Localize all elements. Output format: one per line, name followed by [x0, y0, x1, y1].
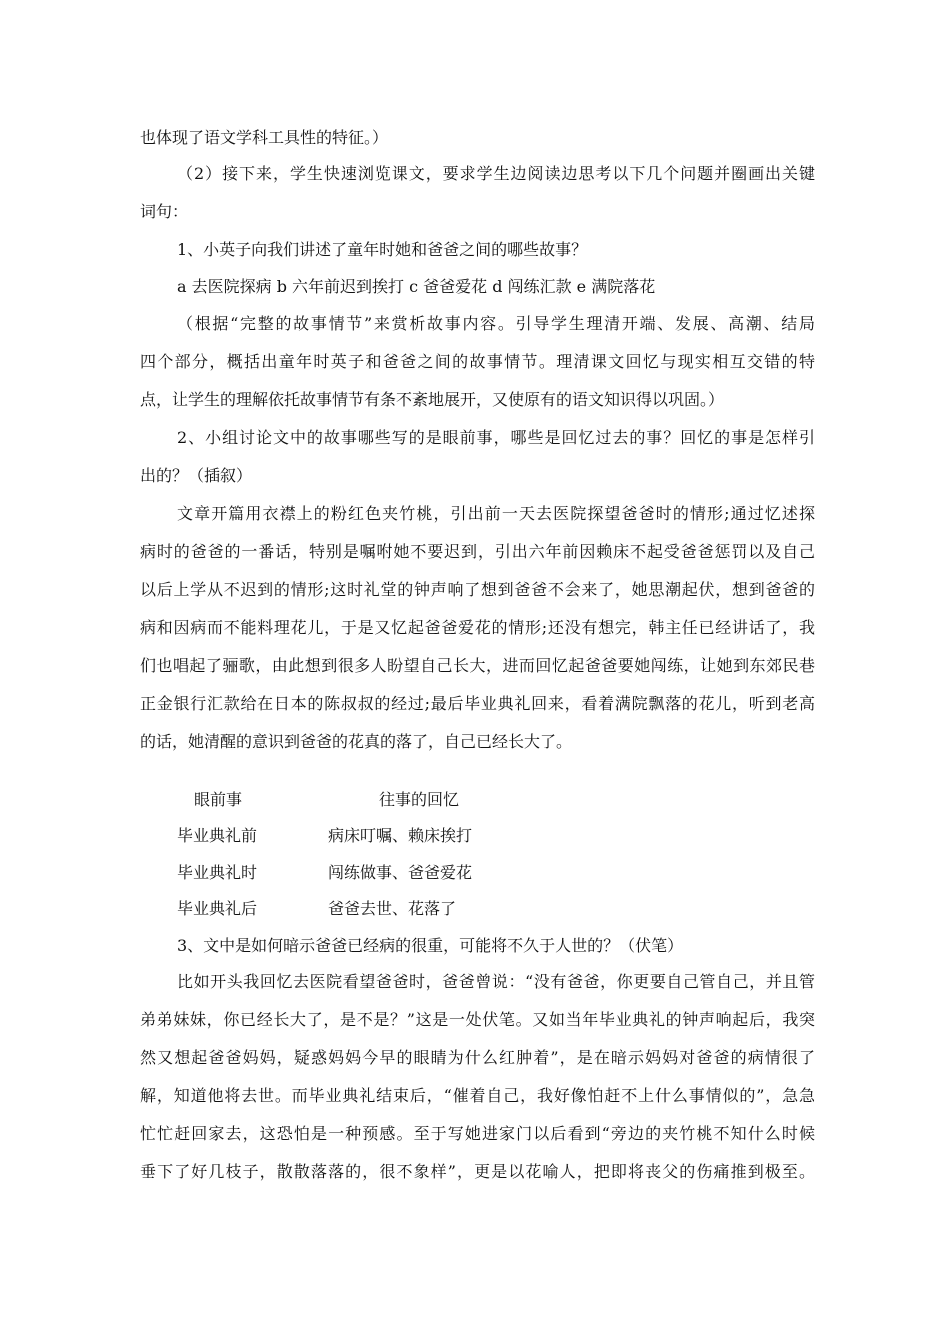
answer-3-line: 比如开头我回忆去医院看望爸爸时，爸爸曾说：“没有爸爸，你更要自己管自己，并且管	[177, 972, 815, 991]
table-cell: 闯练做事、爸爸爱花	[328, 863, 473, 882]
table-cell: 毕业典礼后	[177, 899, 258, 918]
paragraph-line: 也体现了语文学科工具性的特征。）	[140, 128, 389, 147]
answer-2-line: 正金银行汇款给在日本的陈叔叔的经过;最后毕业典礼回来，看着满院飘落的花儿，听到老高	[140, 694, 815, 713]
note-line: （根据“完整的故事情节”来赏析故事内容。引导学生理清开端、发展、高潮、结局	[177, 314, 815, 333]
table-cell: 病床叮嘱、赖床挨打	[328, 826, 473, 845]
answer-2-line: 病时的爸爸的一番话，特别是嘱咐她不要迟到，引出六年前因赖床不起受爸爸惩罚以及自己	[140, 542, 815, 561]
answer-2-line: 的话，她清醒的意识到爸爸的花真的落了，自己已经长大了。	[140, 732, 573, 751]
table-cell: 毕业典礼前	[177, 826, 258, 845]
answer-2-line: 以后上学从不迟到的情形;这时礼堂的钟声响了想到爸爸不会来了，她思潮起伏，想到爸爸的	[140, 580, 815, 599]
answer-3-line: 弟弟妹妹，你已经长大了，是不是？”这是一处伏笔。又如当年毕业典礼的钟声响起后，我突	[140, 1010, 815, 1029]
question-1: 1、小英子向我们讲述了童年时她和爸爸之间的哪些故事？	[177, 240, 588, 259]
instruction-line: 词句：	[140, 202, 189, 221]
answer-3-line: 垂下了好几枝子，散散落落的，很不象样”，更是以花喻人，把即将丧父的伤痛推到极至。	[140, 1162, 815, 1181]
question-1-answer: a 去医院探病 b 六年前迟到挨打 c 爸爸爱花 d 闯练汇款 e 满院落花	[177, 277, 656, 296]
table-cell: 毕业典礼时	[177, 863, 258, 882]
answer-3-line: 解，知道他将去世。而毕业典礼结束后，“催着自己，我好像怕赶不上什么事情似的”，急急	[140, 1086, 815, 1105]
table-header: 眼前事	[194, 790, 243, 809]
question-2: 出的？（插叙）	[140, 466, 253, 485]
answer-2-line: 病和因病而不能料理花儿，于是又忆起爸爸爱花的情形;还没有想完，韩主任已经讲话了，我	[140, 618, 815, 637]
table-header: 往事的回忆	[379, 790, 460, 809]
answer-2-line: 们也唱起了骊歌，由此想到很多人盼望自己长大，进而回忆起爸爸要她闯练，让她到东郊民巷	[140, 656, 815, 675]
note-line: 点，让学生的理解依托故事情节有条不紊地展开，又使原有的语文知识得以巩固。）	[140, 390, 725, 409]
answer-3-line: 忙忙赶回家去，这恐怕是一种预感。至于写她进家门以后看到“旁边的夹竹桃不知什么时候	[140, 1124, 815, 1143]
question-3: 3、文中是如何暗示爸爸已经病的很重，可能将不久于人世的？（伏笔）	[177, 936, 684, 955]
answer-3-line: 然又想起爸爸妈妈，疑惑妈妈今早的眼睛为什么红肿着”，是在暗示妈妈对爸爸的病情很了	[140, 1048, 815, 1067]
note-line: 四个部分，概括出童年时英子和爸爸之间的故事情节。理清课文回忆与现实相互交错的特	[140, 352, 815, 371]
table-cell: 爸爸去世、花落了	[328, 899, 457, 918]
question-2: 2、小组讨论文中的故事哪些写的是眼前事，哪些是回忆过去的事？回忆的事是怎样引	[177, 428, 815, 447]
instruction-line: （2）接下来，学生快速浏览课文，要求学生边阅读边思考以下几个问题并圈画出关键	[177, 164, 815, 183]
answer-2-line: 文章开篇用衣襟上的粉红色夹竹桃，引出前一天去医院探望爸爸时的情形;通过忆述探	[177, 504, 815, 523]
